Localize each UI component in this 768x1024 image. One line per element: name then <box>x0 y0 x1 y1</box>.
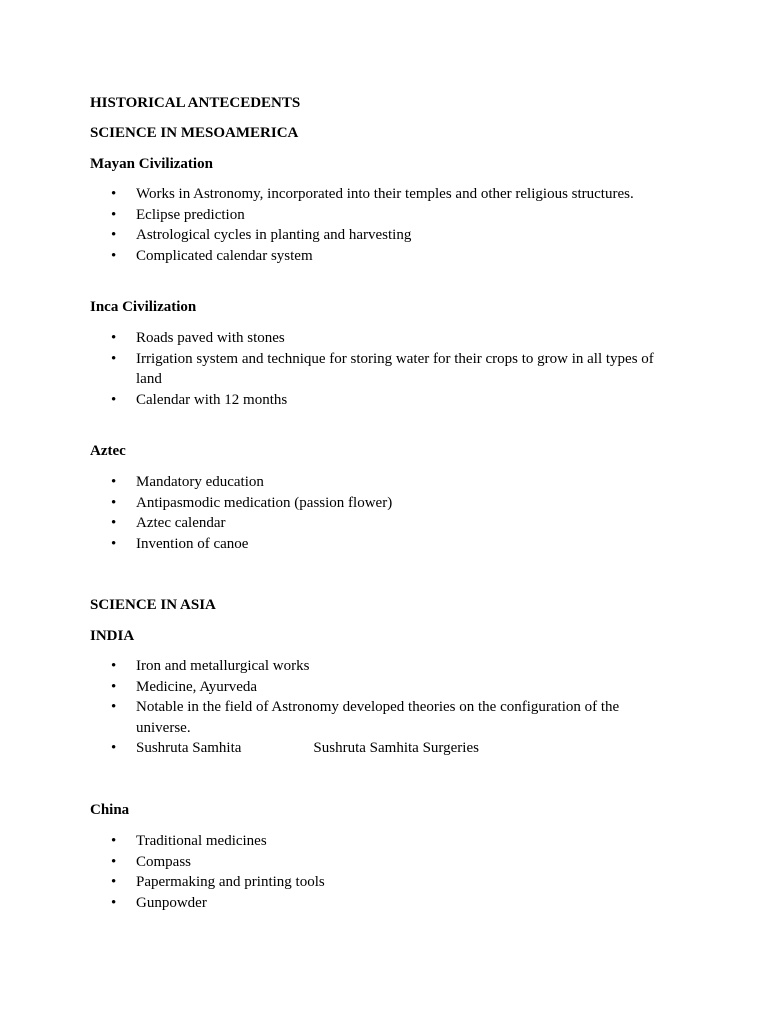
bullet-icon: • <box>111 391 117 408</box>
bullet-icon: • <box>111 330 117 346</box>
list-item: • Antipasmodic medication (passion flower) <box>90 493 668 514</box>
bullet-icon: • <box>111 515 117 531</box>
bullet-icon: • <box>111 227 117 243</box>
bullet-icon: • <box>111 535 117 552</box>
list-item: • Traditional medicines <box>90 831 668 852</box>
bullet-icon: • <box>111 678 117 695</box>
aztec-list <box>90 472 668 554</box>
china-list <box>90 831 668 913</box>
list-item: • Eclipse prediction <box>90 205 668 226</box>
subheading-aztec: Aztec <box>90 443 126 459</box>
list-item: • Invention of canoe <box>90 534 668 555</box>
bullet-icon: • <box>111 247 117 264</box>
subheading-india: INDIA <box>90 628 135 644</box>
list-item: • Calendar with 12 months <box>90 390 668 411</box>
subheading-china: China <box>90 802 130 818</box>
subheading-mayan: Mayan Civilization <box>90 156 213 172</box>
section-heading-mesoamerica: SCIENCE IN MESOAMERICA <box>90 125 299 141</box>
document-title: HISTORICAL ANTECEDENTS <box>90 95 301 111</box>
bullet-icon: • <box>111 894 117 911</box>
list-item: • Aztec calendar <box>90 513 668 534</box>
list-item <box>90 738 668 759</box>
bullet-icon: • <box>111 350 117 367</box>
inca-list <box>90 328 668 410</box>
list-item: • Medicine, Ayurveda <box>90 677 668 698</box>
bullet-icon: • <box>111 740 117 756</box>
subheading-inca: Inca Civilization <box>90 299 197 315</box>
list-item: • Papermaking and printing tools <box>90 872 668 893</box>
bullet-icon: • <box>111 474 117 490</box>
list-item: • Roads paved with stones <box>90 328 668 349</box>
bullet-icon: • <box>111 699 117 715</box>
list-item: • Gunpowder <box>90 893 668 914</box>
bullet-icon: • <box>111 874 117 890</box>
bullet-icon: • <box>111 853 117 870</box>
india-list <box>90 656 668 759</box>
list-item: • Iron and metallurgical works <box>90 656 668 677</box>
list-item-text-a: Sushruta Samhita <box>136 740 242 756</box>
bullet-icon: • <box>111 494 117 511</box>
list-item: • Notable in the field of Astronomy developed theories on the configuration of the universe. <box>111 699 620 736</box>
list-item: • Works in Astronomy, incorporated into their temples and other religious structures. <box>90 184 668 205</box>
mayan-list <box>90 184 668 266</box>
list-item: • Compass <box>90 852 668 873</box>
list-item: • Mandatory education <box>90 472 668 493</box>
bullet-icon: • <box>111 186 117 202</box>
list-item: • Irrigation system and technique for storing water for their crops to grow in all types of land <box>111 350 654 387</box>
bullet-icon: • <box>111 206 117 223</box>
bullet-icon: • <box>111 658 117 674</box>
list-item-text-b: Sushruta Samhita Surgeries <box>313 740 479 756</box>
bullet-icon: • <box>111 833 117 849</box>
list-item: • Astrological cycles in planting and harvesting <box>90 225 668 246</box>
section-heading-asia: SCIENCE IN ASIA <box>90 597 216 613</box>
list-item: • Complicated calendar system <box>90 246 668 267</box>
